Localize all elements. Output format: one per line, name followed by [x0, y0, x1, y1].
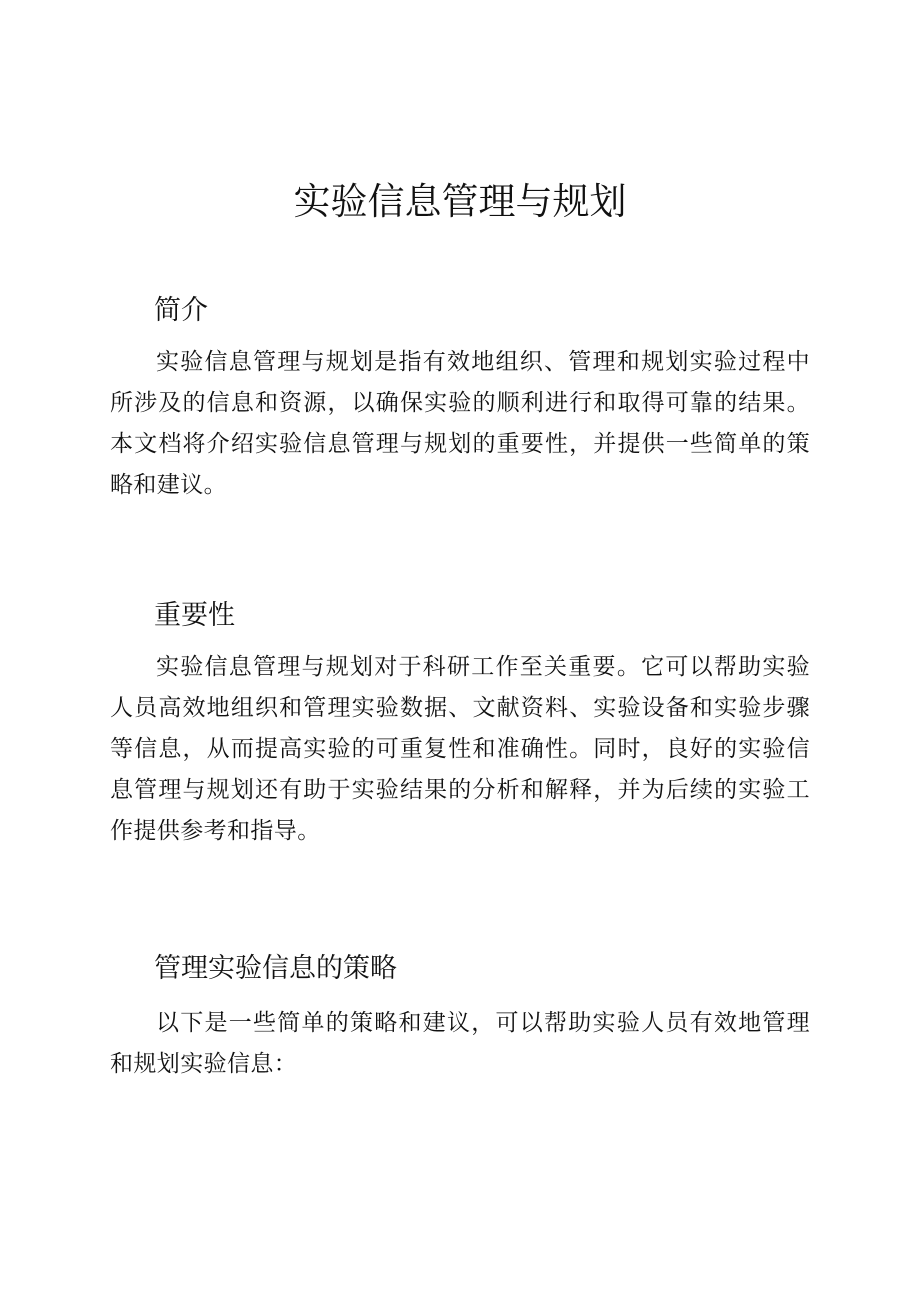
section-paragraph-importance: 实验信息管理与规划对于科研工作至关重要。它可以帮助实验人员高效地组织和管理实验数据、文献资料、实验设备和实验步骤等信息，从而提高实验的可重复性和准确性。同时，良好的实验信息管理与规划还有助于实验结果的分析和解释，并为后续的实验工作提供参考和指导。 [110, 654, 810, 844]
section-paragraph-strategy: 以下是一些简单的策略和建议，可以帮助实验人员有效地管理和规划实验信息： [110, 1010, 810, 1077]
section-heading-strategy: 管理实验信息的策略 [154, 953, 397, 984]
document-title: 实验信息管理与规划 [293, 180, 627, 223]
section-heading-importance: 重要性 [154, 600, 235, 631]
section-heading-intro: 简介 [154, 295, 208, 326]
section-paragraph-intro: 实验信息管理与规划是指有效地组织、管理和规划实验过程中所涉及的信息和资源，以确保实验的顺利进行和取得可靠的结果。本文档将介绍实验信息管理与规划的重要性，并提供一些简单的策略和建议。 [110, 349, 810, 498]
